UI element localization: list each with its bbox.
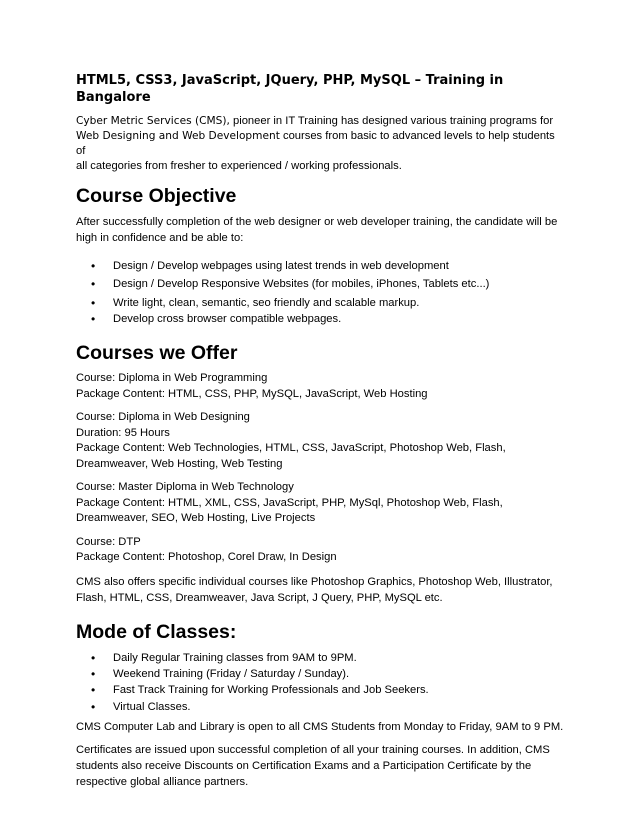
cert-line-2: students also receive Discounts on Certification Exams and a Participation Certificate by the [76,759,532,772]
course-line: Dreamweaver, SEO, Web Hosting, Live Projects [76,512,316,525]
cert-line-3: respective global alliance partners. [76,775,249,788]
list-item: • Fast Track Training for Working Professionals and Job Seekers. [76,682,566,698]
extra-courses-1: CMS also offers specific individual courses like Photoshop Graphics, Photoshop Web, Illustrator, [76,575,553,588]
list-item: • Daily Regular Training classes from 9AM to 9PM. [76,650,566,666]
course-block [76,535,566,566]
course-line: Course: Diploma in Web Designing [76,411,250,424]
objective-list [76,258,566,327]
list-item: • Design / Develop webpages using latest trends in web development [76,258,566,274]
list-item: • Develop cross browser compatible webpages. [76,311,566,327]
page-title [76,72,566,106]
course-block [76,480,566,527]
cert-line-1: Certificates are issued upon successful completion of all your training courses. In addition, CMS [76,743,550,756]
course-line: Duration: 95 Hours [76,426,170,439]
offer-heading: Courses we Offer [76,342,238,365]
extra-courses-2: Flash, HTML, CSS, Dreamweaver, Java Script, J Query, PHP, MySQL etc. [76,591,443,604]
mode-heading: Mode of Classes: [76,620,237,643]
lab-text: CMS Computer Lab and Library is open to all CMS Students from Monday to Friday, 9AM to 9 PM. [76,720,564,733]
intro-text-1: pioneer in IT Training has designed various training programs for [229,115,554,127]
course-line: Package Content: Photoshop, Corel Draw, In Design [76,551,337,564]
course-line: Package Content: Web Technologies, HTML, CSS, JavaScript, Photoshop Web, Flash, [76,442,506,455]
course-line: Course: Master Diploma in Web Technology [76,481,294,494]
title-line-2: Bangalore [76,90,151,105]
course-line: Course: Diploma in Web Programming [76,372,268,385]
intro-paragraph [76,114,566,174]
course-line: Package Content: HTML, XML, CSS, JavaScript, PHP, MySql, Photoshop Web, Flash, [76,496,503,509]
list-item: • Write light, clean, semantic, seo friendly and scalable markup. [76,295,566,311]
course-types: Web Designing and Web Development [76,130,280,142]
course-block [76,371,566,402]
list-item: • Virtual Classes. [76,699,566,715]
objective-heading: Course Objective [76,185,237,207]
intro-text-2: courses from basic to advanced levels to help students of [76,130,555,157]
mode-list [76,650,566,715]
intro-text-3: all categories from fresher to experienced / working professionals. [76,160,402,172]
course-line: Dreamweaver, Web Hosting, Web Testing [76,457,283,470]
course-line: Course: DTP [76,535,141,548]
document-page [76,72,566,790]
course-block [76,410,566,472]
list-item: • Design / Develop Responsive Websites (for mobiles, iPhones, Tablets etc...) [76,276,566,292]
title-line-1: HTML5, CSS3, JavaScript, JQuery, PHP, MySQL – Training in [76,73,504,88]
course-line: Package Content: HTML, CSS, PHP, MySQL, JavaScript, Web Hosting [76,387,428,400]
objective-para-2: high in confidence and be able to: [76,232,244,244]
list-item: • Weekend Training (Friday / Saturday / Sunday). [76,666,566,682]
objective-para-1: After successfully completion of the web designer or web developer training, the candidate will be [76,216,558,228]
company-name: Cyber Metric Services (CMS), [76,115,230,127]
